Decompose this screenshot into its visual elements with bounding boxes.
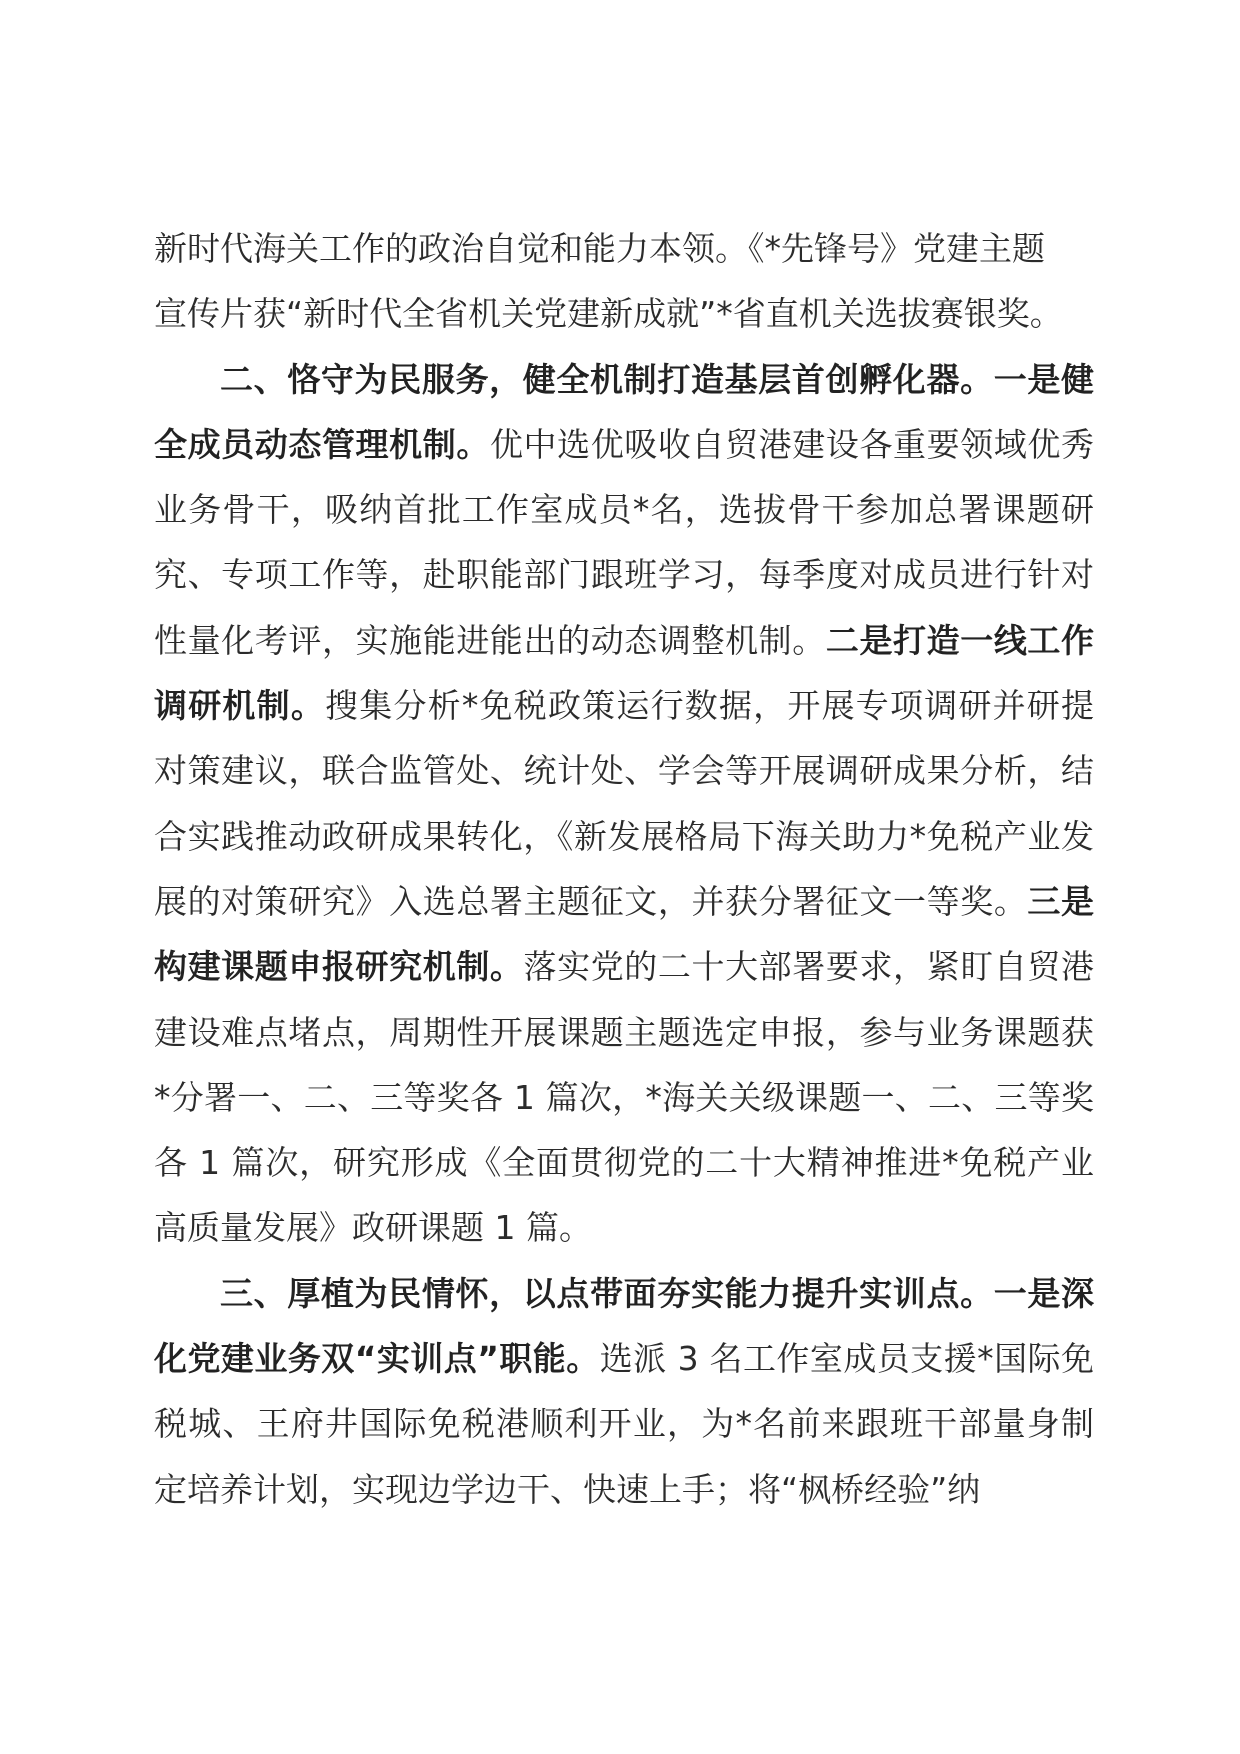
section-2-text-3: 落实党的二十大部署要求，紧盯自贸港建设难点堵点，周期性开展课题主题选定申报，参与业务课题获*分署一、二、三等奖各 1 篇次，*海关关级课题一、二、三等奖各 1 篇次，研究形成《全面贯彻党的二十大精神推进*免税产业高质量发展》政研课题 1 篇。: [154, 947, 1095, 1248]
text-line: 宣传片获“新时代全省机关党建新成就”*省直机关选拔赛银奖。: [154, 294, 1063, 334]
section-2-text-2: 搜集分析*免税政策运行数据，开展专项调研并研提对策建议，联合监管处、统计处、学会等开展调研成果分析，结合实践推动政研成果转化，《新发展格局下海关助力*免税产业发展的对策研究》入选总署主题征文，并获分署征文一等奖。: [154, 686, 1095, 921]
paragraph-section-3: [154, 1261, 1094, 1522]
document-body: [154, 216, 1094, 1522]
paragraph-section-2: [154, 347, 1094, 1261]
section-2-point-3-heading: 三是构建课题申报研究机制。: [154, 881, 1095, 987]
section-2-text-1: 优中选优吸收自贸港建设各重要领域优秀业务骨干，吸纳首批工作室成员*名，选拔骨干参加总署课题研究、专项工作等，赴职能部门跟班学习，每季度对成员进行针对性量化考评，实施能进能出的动态调整机制。: [154, 424, 1095, 660]
paragraph-1: [154, 216, 1094, 347]
text-line: 新时代海关工作的政治自觉和能力本领。《*先锋号》党建主题: [154, 229, 1045, 268]
section-3-text-1: 选派 3 名工作室成员支援*国际免税城、王府井国际免税港顺利开业，为*名前来跟班干部量身制定培养计划，实现边学边干、快速上手；将“枫桥经验”纳: [154, 1339, 1094, 1509]
section-2-heading: 二、恪守为民服务，健全机制打造基层首创孵化器。一是健全成员动态管理机制。: [154, 359, 1094, 464]
section-3-heading: 三、厚植为民情怀，以点带面夯实能力提升实训点。一是深化党建业务双“实训点”职能。: [154, 1273, 1094, 1379]
section-2-point-2-heading: 二是打造一线工作调研机制。: [154, 620, 1095, 726]
